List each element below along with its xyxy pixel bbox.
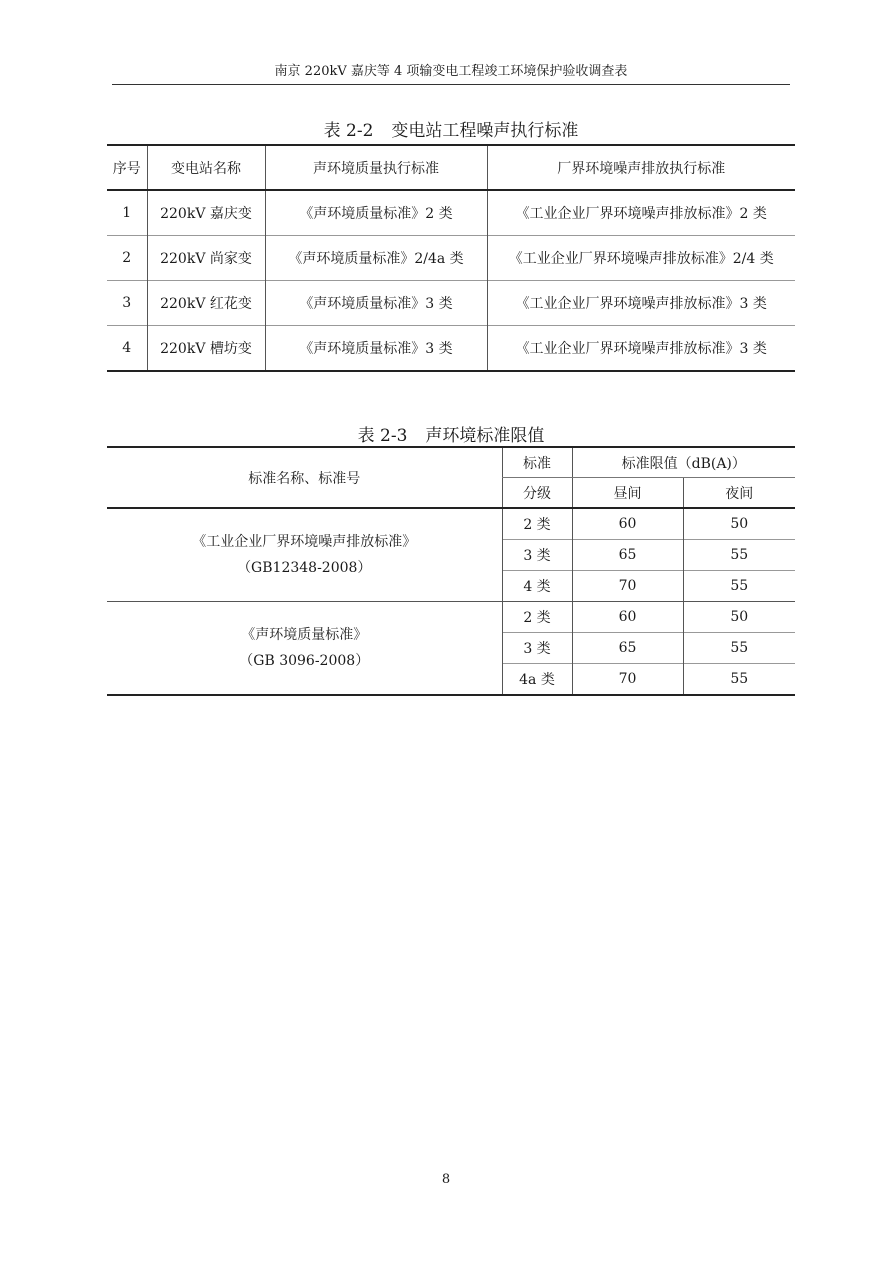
document-title: 南京 220kV 嘉庆等 4 项输变电工程竣工环境保护验收调查表: [274, 64, 628, 79]
header-daytime: 昼间: [572, 478, 683, 509]
standard-code: （GB12348-2008）: [237, 560, 372, 576]
table-2-2-caption-title: 变电站工程噪声执行标准: [391, 121, 579, 141]
header-limit-value: 标准限值（dB(A)）: [572, 447, 795, 478]
table-row: [107, 190, 795, 236]
cell-daytime-limit: 70: [572, 664, 683, 696]
header-grade-line1: 标准: [502, 447, 572, 478]
table-row: [107, 326, 795, 372]
cell-nighttime-limit: 55: [683, 540, 795, 571]
cell-index: 3: [107, 281, 147, 326]
table-header-row: [107, 447, 795, 478]
noise-limits-table: [107, 446, 795, 696]
cell-nighttime-limit: 55: [683, 571, 795, 602]
cell-index: 2: [107, 236, 147, 281]
cell-boundary-noise-standard: 《工业企业厂界环境噪声排放标准》2 类: [487, 190, 795, 236]
table-2-3-caption-number: 表 2-3: [357, 426, 408, 446]
cell-standard-name: [107, 508, 502, 602]
cell-nighttime-limit: 50: [683, 508, 795, 540]
table-header-row: [107, 145, 795, 190]
cell-daytime-limit: 60: [572, 602, 683, 633]
header-substation-name: 变电站名称: [147, 145, 265, 190]
cell-boundary-noise-standard: 《工业企业厂界环境噪声排放标准》2/4 类: [487, 236, 795, 281]
table-2-3-caption: [107, 421, 795, 446]
standard-title: 《声环境质量标准》: [241, 627, 368, 643]
cell-substation-name: 220kV 嘉庆变: [147, 190, 265, 236]
cell-grade: 2 类: [502, 602, 572, 633]
cell-daytime-limit: 70: [572, 571, 683, 602]
cell-grade: 3 类: [502, 540, 572, 571]
header-grade-line2: 分级: [502, 478, 572, 509]
header-acoustic-quality-standard: 声环境质量执行标准: [265, 145, 487, 190]
page-number: 8: [441, 1172, 451, 1187]
cell-grade: 4a 类: [502, 664, 572, 696]
header-standard-name: 标准名称、标准号: [248, 470, 361, 487]
page-header: [112, 62, 790, 85]
cell-nighttime-limit: 55: [683, 633, 795, 664]
cell-daytime-limit: 65: [572, 633, 683, 664]
cell-index: 4: [107, 326, 147, 372]
cell-boundary-noise-standard: 《工业企业厂界环境噪声排放标准》3 类: [487, 281, 795, 326]
noise-standards-table: [107, 144, 795, 372]
table-row: [107, 236, 795, 281]
cell-grade: 2 类: [502, 508, 572, 540]
header-index: 序号: [107, 145, 147, 190]
table-row: [107, 281, 795, 326]
table-row: [107, 602, 795, 633]
cell-acoustic-quality-standard: 《声环境质量标准》2/4a 类: [265, 236, 487, 281]
table-2-3-caption-title: 声环境标准限值: [425, 426, 545, 446]
cell-grade: 4 类: [502, 571, 572, 602]
standard-code: （GB 3096-2008）: [239, 653, 370, 669]
cell-index: 1: [122, 205, 132, 221]
table-2-2-caption: [107, 116, 795, 141]
standard-title: 《工业企业厂界环境噪声排放标准》: [192, 534, 417, 550]
cell-substation-name: 220kV 红花变: [147, 281, 265, 326]
header-nighttime: 夜间: [683, 478, 795, 509]
cell-nighttime-limit: 55: [683, 664, 795, 696]
cell-boundary-noise-standard: 《工业企业厂界环境噪声排放标准》3 类: [487, 326, 795, 372]
cell-daytime-limit: 60: [572, 508, 683, 540]
cell-daytime-limit: 65: [572, 540, 683, 571]
table-2-2-caption-number: 表 2-2: [323, 121, 374, 141]
cell-acoustic-quality-standard: 《声环境质量标准》2 类: [265, 190, 487, 236]
cell-acoustic-quality-standard: 《声环境质量标准》3 类: [265, 326, 487, 372]
cell-acoustic-quality-standard: 《声环境质量标准》3 类: [265, 281, 487, 326]
cell-grade: 3 类: [502, 633, 572, 664]
table-row: [107, 508, 795, 540]
cell-substation-name: 220kV 槽坊变: [147, 326, 265, 372]
cell-substation-name: 220kV 尚家变: [147, 236, 265, 281]
cell-standard-name: [107, 602, 502, 696]
cell-nighttime-limit: 50: [683, 602, 795, 633]
header-boundary-noise-standard: 厂界环境噪声排放执行标准: [487, 145, 795, 190]
